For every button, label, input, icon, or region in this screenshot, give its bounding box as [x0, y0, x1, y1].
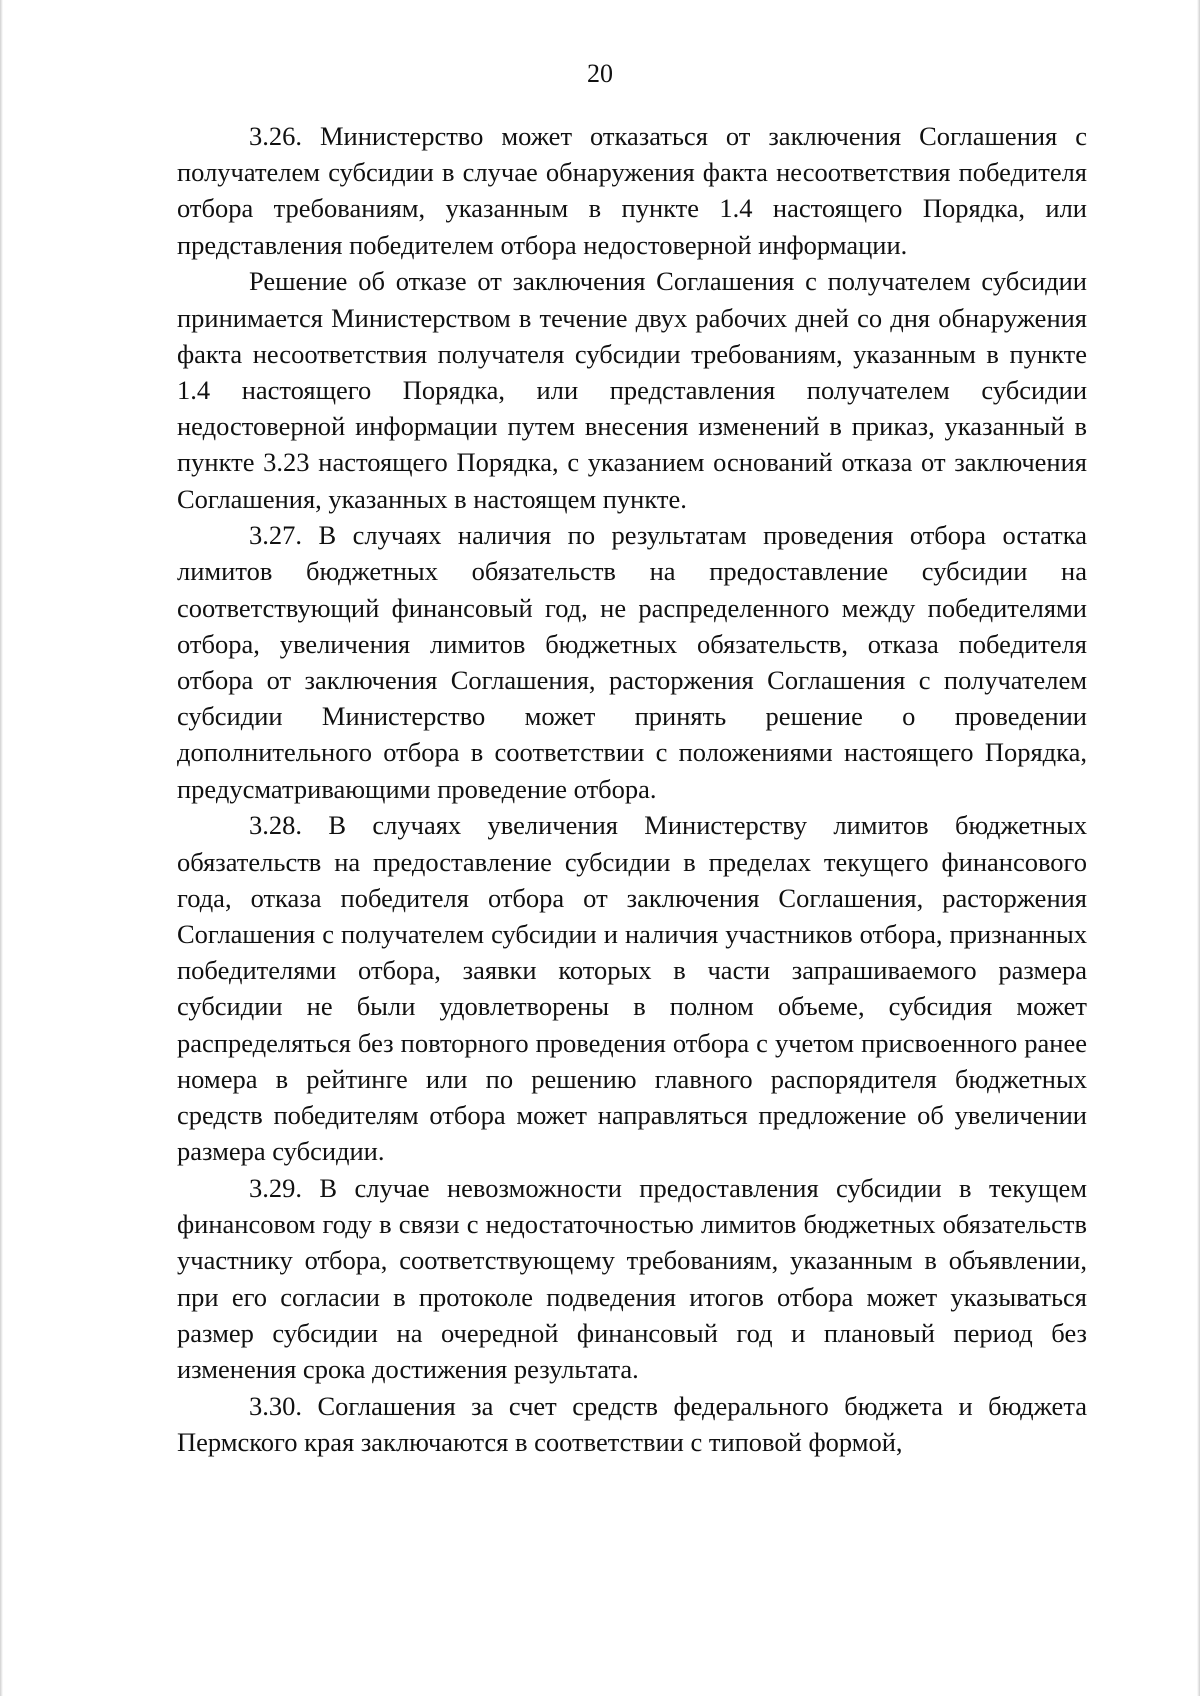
- paragraph-3-26: 3.26. Министерство может отказаться от заключения Соглашения с получателем субсидии в случае обнаружения факта несоответствия победителя отбора требованиям, указанным в пункте 1.4 настоящего Порядка, или представления победителем отбора недостоверной информации.: [177, 121, 1087, 260]
- paragraph-3-29: 3.29. В случае невозможности предоставления субсидии в текущем финансовом году в связи с недостаточностью лимитов бюджетных обязательств участнику отбора, соответствующему требованиям, указанным в объявлении, при его согласии в протоколе подведения итогов отбора может указываться размер субсидии на очередной финансовый год и плановый период без изменения срока достижения результата.: [177, 1172, 1087, 1384]
- paragraph-3-27: 3.27. В случаях наличия по результатам проведения отбора остатка лимитов бюджетных обязательств на предоставление субсидии на соответствующий финансовый год, не распределенного между победителями отбора, увеличения лимитов бюджетных обязательств, отказа победителя отбора от заключения Соглашения, расторжения Соглашения с получателем субсидии Министерство может принять решение о проведении дополнительного отбора в соответствии с положениями настоящего Порядка, предусматривающими проведение отбора.: [177, 520, 1087, 804]
- page-number: 20: [587, 59, 613, 88]
- paragraph-3-28: 3.28. В случаях увеличения Министерству лимитов бюджетных обязательств на предоставление субсидии в пределах текущего финансового года, отказа победителя отбора от заключения Соглашения, расторжения Соглашения с получателем субсидии и наличия участников отбора, признанных победителями отбора, заявки которых в части запрашиваемого размера субсидии не были удовлетворены в полном объеме, субсидия может распределяться без повторного проведения отбора с учетом присвоенного ранее номера в рейтинге или по решению главного распорядителя бюджетных средств победителям отбора может направляться предложение об увеличении размера субсидии.: [177, 810, 1087, 1167]
- page-edge-left: [0, 0, 3, 1696]
- paragraph-3-30: 3.30. Соглашения за счет средств федерального бюджета и бюджета Пермского края заключаются в соответствии с типовой формой,: [177, 1390, 1087, 1457]
- paragraph-3-26-decision: Решение об отказе от заключения Соглашения с получателем субсидии принимается Министерством в течение двух рабочих дней со дня обнаружения факта несоответствия получателя субсидии требованиям, указанным в пункте 1.4 настоящего Порядка, или представления получателем субсидии недостоверной информации путем внесения изменений в приказ, указанный в пункте 3.23 настоящего Порядка, с указанием оснований отказа от заключения Соглашения, указанных в настоящем пункте.: [177, 266, 1087, 514]
- document-body: [177, 118, 1087, 1460]
